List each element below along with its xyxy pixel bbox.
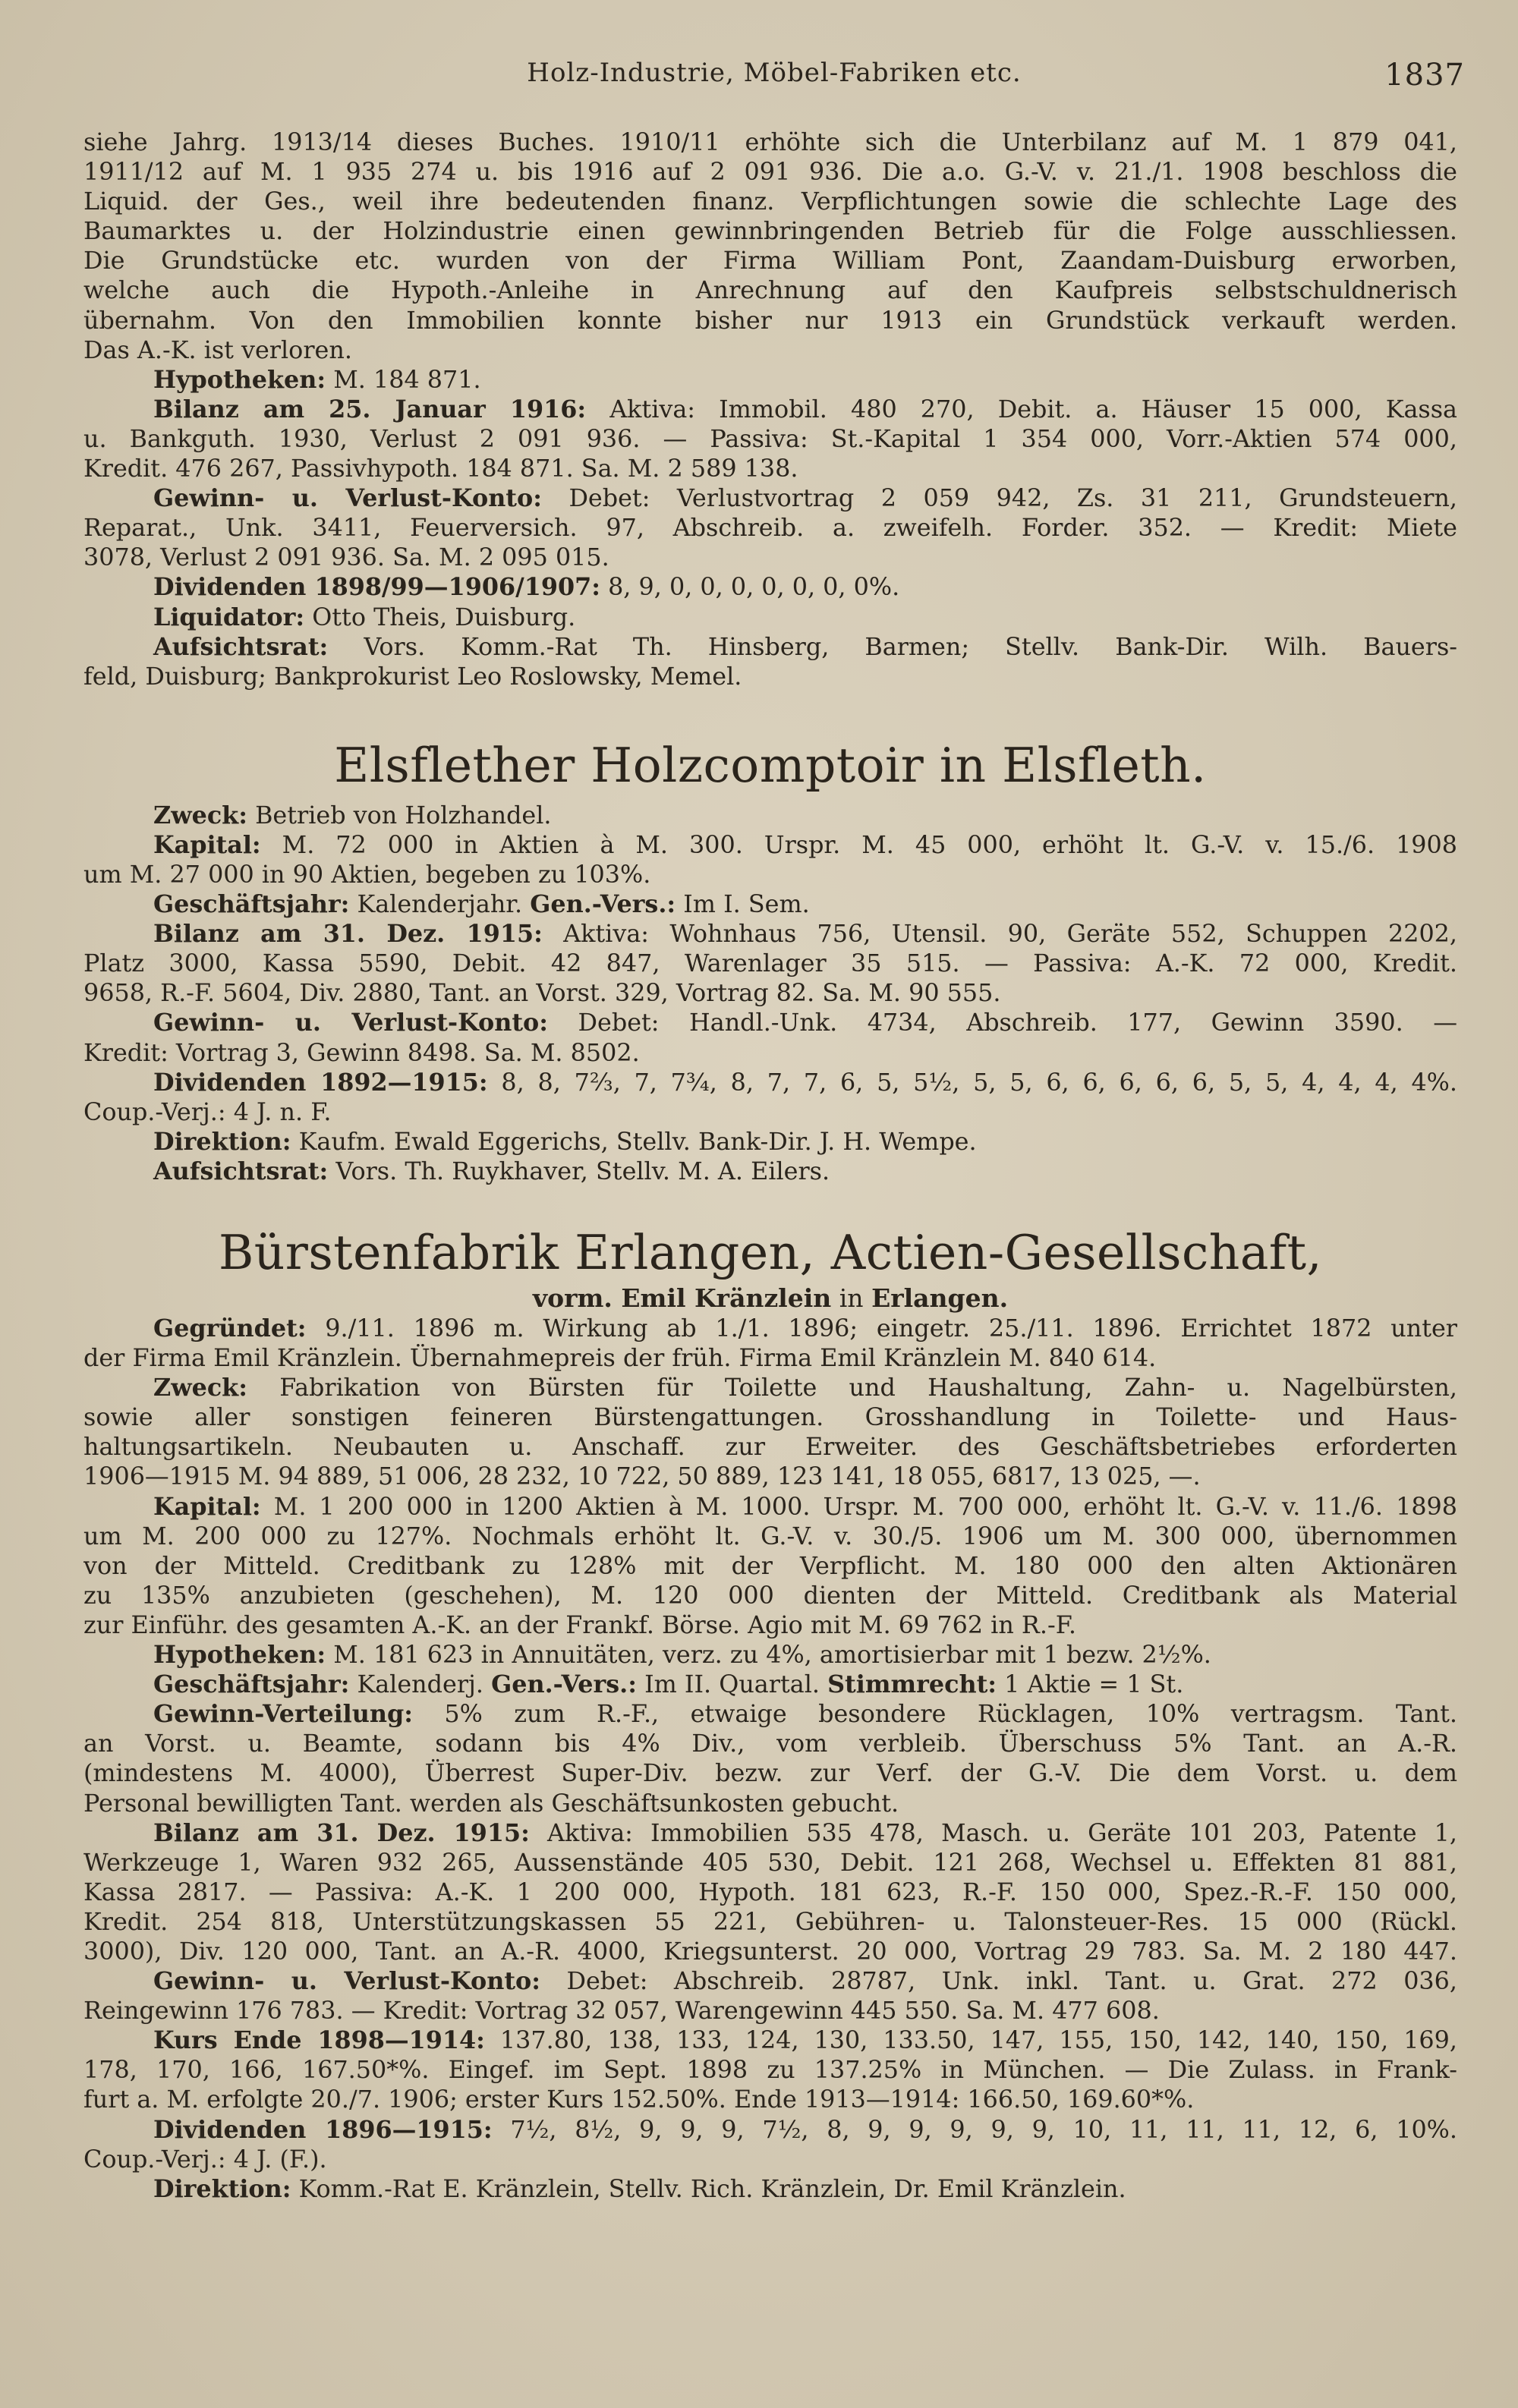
text-line: Debet: Verlustvortrag 2 059 942, Zs. 31 211, Grundsteuern, bbox=[568, 484, 1457, 513]
field-value: Otto Theis, Duisburg. bbox=[312, 603, 576, 631]
field-label: Dividenden 1892—1915: bbox=[153, 1068, 488, 1097]
text-line: Liquid. der Ges., weil ihre bedeutenden finanz. Verpflichtungen sowie die schlechte Lage des bbox=[83, 187, 1457, 216]
field-label: Gegründet: bbox=[153, 1314, 307, 1342]
field-label: Hypotheken: bbox=[153, 1641, 326, 1670]
text-line: welche auch die Hypoth.-Anleihe in Anrechnung auf den Kaufpreis selbstschuldnerisch bbox=[83, 276, 1457, 305]
field-label: Dividenden 1896—1915: bbox=[153, 2115, 493, 2144]
text-line: um M. 27 000 in 90 Aktien, begeben zu 103%. bbox=[83, 860, 651, 889]
text-line: furt a. M. erfolgte 20./7. 1906; erster Kurs 152.50%. Ende 1913—1914: 166.50, 169.60*%. bbox=[83, 2085, 1195, 2114]
text-line: 9./11. 1896 m. Wirkung ab 1./1. 1896; eingetr. 25./11. 1896. Errichtet 1872 unter bbox=[325, 1314, 1457, 1342]
text-line: Reparat., Unk. 3411, Feuerversich. 97, Abschreib. a. zweifelh. Forder. 352. — Kredit: Miete bbox=[83, 514, 1457, 543]
field-label: Gewinn- u. Verlust-Konto: bbox=[153, 484, 542, 513]
field-label: Liquidator: bbox=[153, 603, 305, 631]
text-line: 178, 170, 166, 167.50*%. Eingef. im Sept. 1898 zu 137.25% in München. — Die Zulass. in Frank- bbox=[83, 2056, 1457, 2085]
page-body bbox=[83, 127, 1457, 2204]
field-value: Komm.-Rat E. Kränzlein, Stellv. Rich. Kränzlein, Dr. Emil Kränzlein. bbox=[298, 2174, 1126, 2203]
field-value: Kalenderjahr. bbox=[357, 890, 523, 919]
text-line: sowie aller sonstigen feineren Bürstengattungen. Grosshandlung in Toilette- und Haus- bbox=[83, 1403, 1457, 1432]
field-label: Kapital: bbox=[153, 1492, 261, 1521]
direktion-3 bbox=[83, 2174, 1457, 2204]
text-line: der Firma Emil Kränzlein. Übernahmepreis der früh. Firma Emil Kränzlein M. 840 614. bbox=[83, 1344, 1157, 1373]
field-label: Bilanz am 31. Dez. 1915: bbox=[153, 1818, 530, 1847]
text-line: zur Einführ. des gesamten A.-K. an der Frankf. Börse. Agio mit M. 69 762 in R.-F. bbox=[83, 1610, 1076, 1639]
text-line: 3078, Verlust 2 091 936. Sa. M. 2 095 015. bbox=[83, 543, 609, 572]
geschaeftsjahr-2 bbox=[83, 889, 1457, 919]
text-line: Baumarktes u. der Holzindustrie einen gewinnbringenden Betrieb für die Folge ausschliessen. bbox=[83, 217, 1457, 246]
zweck-2 bbox=[83, 801, 1457, 830]
field-value: Betrieb von Holzhandel. bbox=[255, 801, 552, 829]
text-line: 3000), Div. 120 000, Tant. an A.-R. 4000, Kriegsunterst. 20 000, Vortrag 29 783. Sa. M. 2 180 447. bbox=[83, 1937, 1457, 1966]
field-label: Direktion: bbox=[153, 2174, 291, 2203]
field-value: M. 184 871. bbox=[333, 365, 481, 394]
dividenden-1 bbox=[83, 572, 1457, 602]
dividenden-3 bbox=[83, 2115, 1457, 2174]
text-line: haltungsartikeln. Neubauten u. Anschaff. zur Erweiter. des Geschäftsbetriebes erforderten bbox=[83, 1433, 1457, 1462]
gewinn-2 bbox=[83, 1008, 1457, 1067]
running-title: Holz-Industrie, Möbel-Fabriken etc. bbox=[527, 58, 1022, 88]
field-label: Gen.-Vers.: bbox=[530, 890, 676, 919]
text-line: (mindestens M. 4000), Überrest Super-Div. bezw. zur Verf. der G.-V. Die dem Vorst. u. dem bbox=[83, 1759, 1457, 1788]
direktion-2 bbox=[83, 1127, 1457, 1157]
hypotheken-3 bbox=[83, 1640, 1457, 1670]
field-label: Gewinn- u. Verlust-Konto: bbox=[153, 1967, 540, 1996]
field-label: Zweck: bbox=[153, 1374, 247, 1402]
text-line: Aktiva: Immobilien 535 478, Masch. u. Geräte 101 203, Patente 1, bbox=[547, 1818, 1457, 1847]
text-line: Debet: Handl.-Unk. 4734, Abschreib. 177, Gewinn 3590. — bbox=[578, 1009, 1457, 1037]
text-line: 8, 8, 7⅔, 7, 7¾, 8, 7, 7, 6, 5, 5½, 5, 5, 6, 6, 6, 6, 6, 5, 5, 4, 4, 4, 4%. bbox=[501, 1068, 1457, 1097]
hypotheken-1 bbox=[83, 365, 1457, 395]
text-line: Kredit. 476 267, Passivhypoth. 184 871. Sa. M. 2 589 138. bbox=[83, 455, 798, 483]
text-line: M. 72 000 in Aktien à M. 300. Urspr. M. 45 000, erhöht lt. G.-V. v. 15./6. 1908 bbox=[282, 830, 1457, 859]
text-line: 137.80, 138, 133, 124, 130, 133.50, 147, 155, 150, 142, 140, 150, 169, bbox=[499, 2026, 1457, 2055]
dividenden-2 bbox=[83, 1068, 1457, 1127]
text-line: Kredit: Vortrag 3, Gewinn 8498. Sa. M. 8502. bbox=[83, 1038, 640, 1067]
intro-paragraph bbox=[83, 127, 1457, 365]
text-line: 1911/12 auf M. 1 935 274 u. bis 1916 auf 2 091 936. Die a.o. G.-V. v. 21./1. 1908 beschloss die bbox=[83, 158, 1457, 187]
text-line: 1906—1915 M. 94 889, 51 006, 28 232, 10 722, 50 889, 123 141, 18 055, 6817, 13 025, —. bbox=[83, 1462, 1201, 1491]
text-line: Aktiva: Wohnhaus 756, Utensil. 90, Geräte 552, Schuppen 2202, bbox=[563, 920, 1457, 949]
page-number: 1837 bbox=[1384, 58, 1465, 93]
field-label: Direktion: bbox=[153, 1127, 291, 1156]
text-line: 9658, R.-F. 5604, Div. 2880, Tant. an Vorst. 329, Vortrag 82. Sa. M. 90 555. bbox=[83, 979, 1001, 1008]
field-value: Im II. Quartal. bbox=[644, 1670, 820, 1699]
text-line: Fabrikation von Bürsten für Toilette und Haushaltung, Zahn- u. Nagelbürsten, bbox=[279, 1374, 1457, 1402]
field-label: Geschäftsjahr: bbox=[153, 890, 350, 919]
section-subtitle-erlangen bbox=[83, 1283, 1457, 1314]
text-line: Vors. Komm.-Rat Th. Hinsberg, Barmen; Stellv. Bank-Dir. Wilh. Bauers- bbox=[364, 632, 1457, 661]
page-header bbox=[83, 58, 1465, 103]
field-value: Im I. Sem. bbox=[683, 890, 810, 919]
text-line: feld, Duisburg; Bankprokurist Leo Roslowsky, Memel. bbox=[83, 662, 742, 691]
kurs-3 bbox=[83, 2026, 1457, 2114]
field-label: Kurs Ende 1898—1914: bbox=[153, 2026, 485, 2055]
field-label: Hypotheken: bbox=[153, 365, 326, 394]
text-line: Das A.-K. ist verloren. bbox=[83, 335, 352, 364]
gewinn-1 bbox=[83, 483, 1457, 572]
field-value: 8, 9, 0, 0, 0, 0, 0, 0, 0%. bbox=[608, 573, 900, 602]
field-value: Kaufm. Ewald Eggerichs, Stellv. Bank-Dir. J. H. Wempe. bbox=[298, 1127, 977, 1156]
gewinn-3 bbox=[83, 1966, 1457, 2026]
text-line: Coup.-Verj.: 4 J. (F.). bbox=[83, 2145, 327, 2173]
bilanz-3 bbox=[83, 1818, 1457, 1966]
text-line: Werkzeuge 1, Waren 932 265, Aussenstände 405 530, Debit. 121 268, Wechsel u. Effekten 81 881, bbox=[83, 1848, 1457, 1877]
section-title-erlangen: Bürstenfabrik Erlangen, Actien-Gesellschaft, bbox=[218, 1225, 1323, 1280]
field-label: Bilanz am 25. Januar 1916: bbox=[153, 395, 587, 423]
field-label: Stimmrecht: bbox=[827, 1670, 997, 1699]
field-label: Dividenden 1898/99—1906/1907: bbox=[153, 573, 600, 602]
text-line: Kredit. 254 818, Unterstützungskassen 55 221, Gebühren- u. Talonsteuer-Res. 15 000 (Rückl. bbox=[83, 1907, 1457, 1936]
text-line: Aktiva: Immobil. 480 270, Debit. a. Häuser 15 000, Kassa bbox=[609, 395, 1457, 423]
text-line: Platz 3000, Kassa 5590, Debit. 42 847, Warenlager 35 515. — Passiva: A.-K. 72 000, Kredit. bbox=[83, 949, 1457, 978]
text-line: Personal bewilligten Tant. werden als Geschäftsunkosten gebucht. bbox=[83, 1789, 899, 1818]
text-line: an Vorst. u. Beamte, sodann bis 4% Div., vom verbleib. Überschuss 5% Tant. an A.-R. bbox=[83, 1730, 1457, 1758]
field-label: Gewinn- u. Verlust-Konto: bbox=[153, 1009, 549, 1037]
field-label: Aufsichtsrat: bbox=[153, 1157, 329, 1185]
liquidator bbox=[83, 603, 1457, 632]
field-value: Kalenderj. bbox=[357, 1670, 483, 1699]
text-line: 7½, 8½, 9, 9, 9, 7½, 8, 9, 9, 9, 9, 9, 10, 11, 11, 11, 12, 6, 10%. bbox=[510, 2115, 1457, 2144]
text-line: zu 135% anzubieten (geschehen), M. 120 000 dienten der Mitteld. Creditbank als Material bbox=[83, 1581, 1457, 1610]
text-line: u. Bankguth. 1930, Verlust 2 091 936. — Passiva: St.-Kapital 1 354 000, Vorr.-Aktien 574 000, bbox=[83, 424, 1457, 453]
text-line: Debet: Abschreib. 28787, Unk. inkl. Tant. u. Grat. 272 036, bbox=[566, 1967, 1457, 1996]
field-label: Kapital: bbox=[153, 830, 261, 859]
field-label: Bilanz am 31. Dez. 1915: bbox=[153, 920, 543, 949]
field-label: Gewinn-Verteilung: bbox=[153, 1700, 413, 1729]
field-value: M. 181 623 in Annuitäten, verz. zu 4%, amortisierbar mit 1 bezw. 2½%. bbox=[333, 1641, 1211, 1670]
kapital-2 bbox=[83, 830, 1457, 889]
bilanz-2 bbox=[83, 919, 1457, 1008]
subtitle-in: in bbox=[839, 1283, 864, 1313]
text-line: Kassa 2817. — Passiva: A.-K. 1 200 000, Hypoth. 181 623, R.-F. 150 000, Spez.-R.-F. 150 000, bbox=[83, 1878, 1457, 1906]
text-line: Reingewinn 176 783. — Kredit: Vortrag 32 057, Warengewinn 445 550. Sa. M. 477 608. bbox=[83, 1997, 1160, 2026]
field-label: Geschäftsjahr: bbox=[153, 1670, 350, 1699]
text-line: M. 1 200 000 in 1200 Aktien à M. 1000. Urspr. M. 700 000, erhöht lt. G.-V. v. 11./6. 1898 bbox=[273, 1492, 1457, 1521]
text-line: von der Mitteld. Creditbank zu 128% mit der Verpflicht. M. 180 000 den alten Aktionären bbox=[83, 1551, 1457, 1580]
bilanz-1 bbox=[83, 395, 1457, 483]
text-line: um M. 200 000 zu 127%. Nochmals erhöht lt. G.-V. v. 30./5. 1906 um M. 300 000, übernommen bbox=[83, 1522, 1457, 1550]
text-line: Die Grundstücke etc. wurden von der Firma William Pont, Zaandam-Duisburg erworben, bbox=[83, 247, 1457, 275]
text-line: siehe Jahrg. 1913/14 dieses Buches. 1910/11 erhöhte sich die Unterbilanz auf M. 1 879 041, bbox=[83, 128, 1457, 156]
text-line: Coup.-Verj.: 4 J. n. F. bbox=[83, 1097, 332, 1126]
geschaeftsjahr-3 bbox=[83, 1670, 1457, 1699]
aufsichtsrat-2 bbox=[83, 1157, 1457, 1186]
field-label: Zweck: bbox=[153, 801, 247, 829]
subtitle-former-name: vorm. Emil Kränzlein bbox=[532, 1283, 832, 1313]
gewinn-verteilung-3 bbox=[83, 1699, 1457, 1818]
field-label: Gen.-Vers.: bbox=[491, 1670, 637, 1699]
gegruendet-3 bbox=[83, 1314, 1457, 1373]
zweck-3 bbox=[83, 1373, 1457, 1491]
field-label: Aufsichtsrat: bbox=[153, 632, 329, 661]
text-line: 5% zum R.-F., etwaige besondere Rücklagen, 10% vertragsm. Tant. bbox=[444, 1700, 1457, 1729]
field-value: 1 Aktie = 1 St. bbox=[1004, 1670, 1184, 1699]
subtitle-place: Erlangen. bbox=[871, 1283, 1009, 1313]
field-value: Vors. Th. Ruykhaver, Stellv. M. A. Eilers. bbox=[335, 1157, 830, 1185]
aufsichtsrat-1 bbox=[83, 632, 1457, 691]
section-title-elsfleth: Elsflether Holzcomptoir in Elsfleth. bbox=[334, 737, 1207, 793]
kapital-3 bbox=[83, 1492, 1457, 1640]
text-line: übernahm. Von den Immobilien konnte bisher nur 1913 ein Grundstück verkauft werden. bbox=[83, 306, 1457, 335]
